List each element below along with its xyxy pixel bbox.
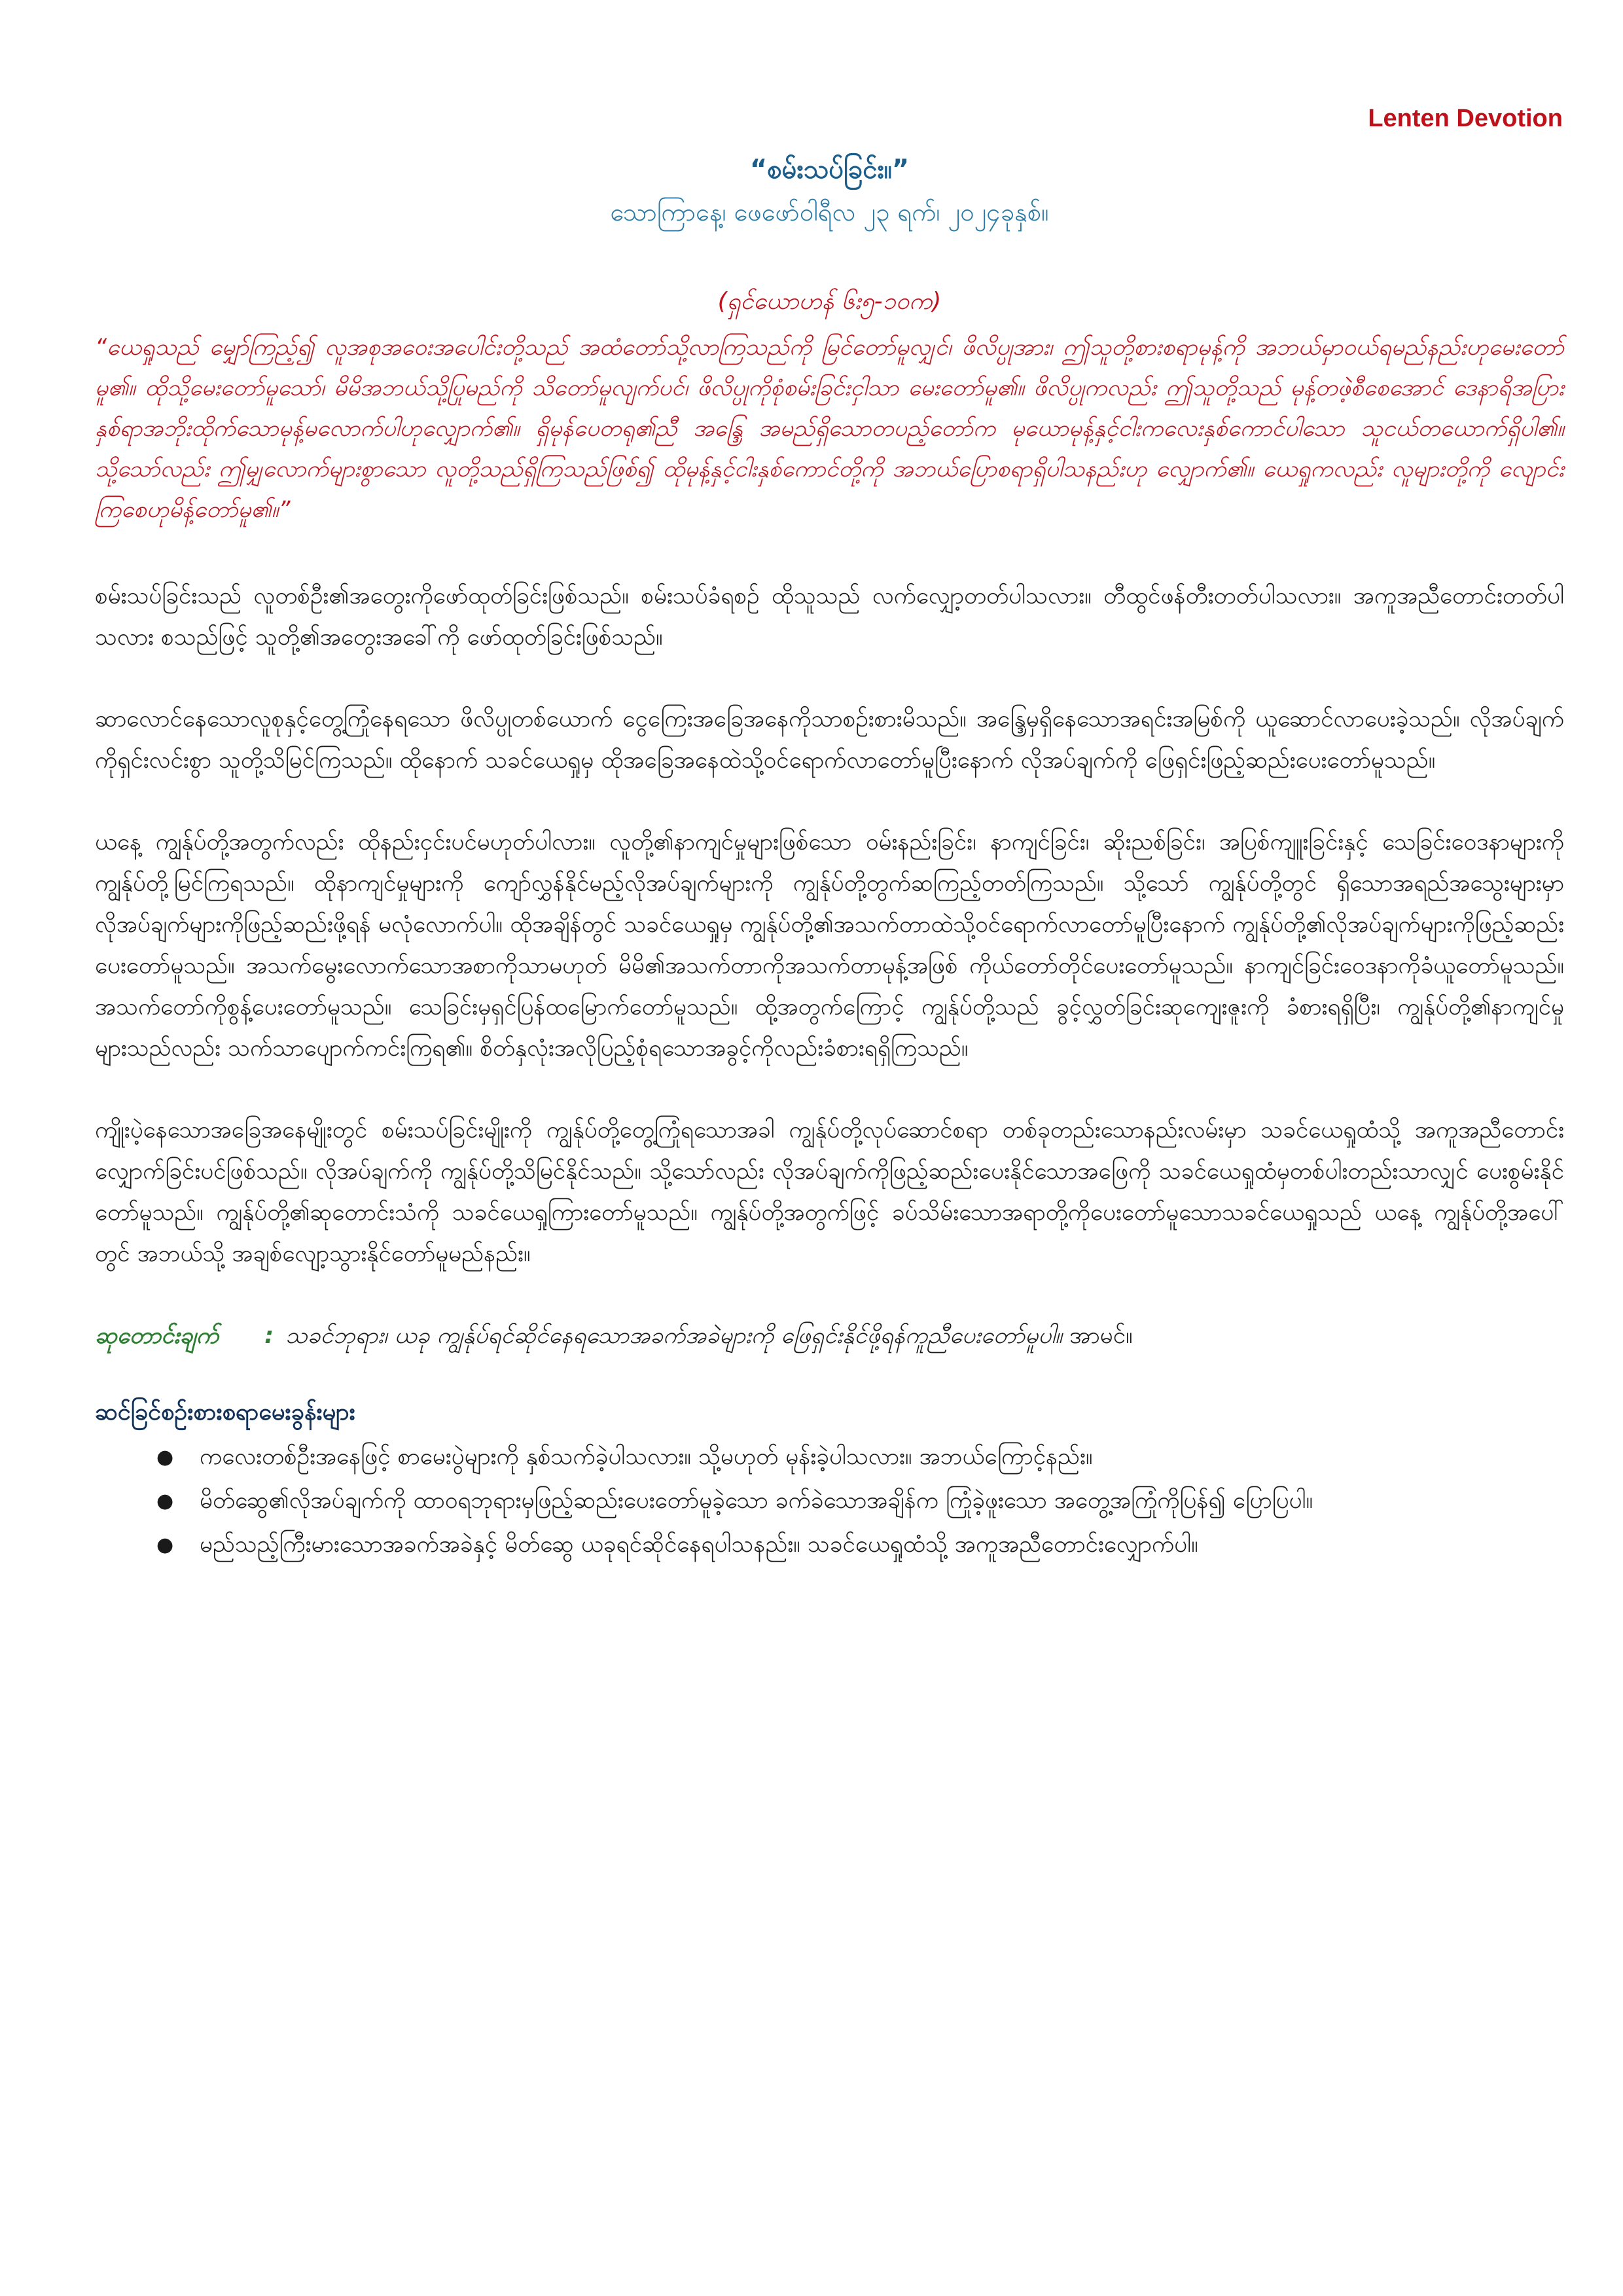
prayer-label: ဆုတောင်းချက် [95, 1323, 219, 1349]
prayer-block [95, 1316, 1564, 1357]
list-item [156, 1437, 1564, 1478]
bullet-icon: ● [156, 1446, 174, 1469]
prayer-separator: : [264, 1323, 274, 1349]
body-paragraph-3: ယနေ့ ကျွန်ုပ်တို့အတွက်လည်း ထိုနည်းငှင်းပင်မဟုတ်ပါလား။ လူတို့၏နာကျင်မှုများဖြစ်သော ဝမ်းနည်းခြင်း၊ နာကျင်ခြင်း၊ ဆိုးညစ်ခြင်း၊ အပြစ်ကျူးခြင်းနှင့် သေခြင်းဝေဒနာများကို ကျွန်ုပ်တို့မြင်ကြရသည်။ ထိုနာကျင်မှုများကို ကျော်လွှန်နိုင်မည့်လိုအပ်ချက်များကို ကျွန်ုပ်တို့တွက်ဆကြည့်တတ်ကြသည်။ သို့သော် ကျွန်ုပ်တို့တွင် ရှိသောအရည်အသွေးများမှာ လိုအပ်ချက်များကိုဖြည့်ဆည်းဖို့ရန် မလုံလောက်ပါ။ ထိုအချိန်တွင် သခင်ယေရှုမှ ကျွန်ုပ်တို့၏အသက်တာထဲသို့ဝင်ရောက်လာတော်မူပြီးနောက် ကျွန်ုပ်တို့၏လိုအပ်ချက်များကိုဖြည့်ဆည်းပေးတော်မူသည်။ အသက်မွေးလောက်သောအစာကိုသာမဟုတ် မိမိ၏အသက်တာကိုအသက်တာမုန့်အဖြစ် ကိုယ်တော်တိုင်ပေးတော်မူသည်။ နာကျင်ခြင်းဝေဒနာကိုခံယူတော်မူသည်။ အသက်တော်ကိုစွန့်ပေးတော်မူသည်။ သေခြင်းမှရှင်ပြန်ထမြောက်တော်မူသည်။ ထို့အတွက်ကြောင့် ကျွန်ုပ်တို့သည် ခွင့်လွှတ်ခြင်းဆုကျေးဇူးကို ခံစားရရှိပြီး၊ ကျွန်ုပ်တို့၏နာကျင်မှုများသည်လည်း သက်သာပျောက်ကင်းကြရ၏။ စိတ်နှလုံးအလိုပြည့်စုံရသောအခွင့်ကိုလည်းခံစားရရှိကြသည်။ [95, 829, 1564, 1062]
questions-list [95, 1437, 1564, 1566]
page-title: “စမ်းသပ်ခြင်း။” [749, 154, 910, 185]
scripture-reference: (ရှင်ယောဟန် ၆း၅-၁၀က) [717, 288, 942, 315]
list-item [156, 1480, 1564, 1522]
question-text: မိတ်ဆွေ၏လိုအပ်ချက်ကို ထာဝရဘုရားမှဖြည့်ဆည်းပေးတော်မူခဲ့သော ခက်ခဲသောအချိန်က ကြုံခဲ့ဖူးသော အတွေ့အကြုံကိုပြန်၍ ပြောပြပါ။ [200, 1488, 1313, 1514]
bullet-icon: ● [156, 1490, 174, 1513]
page-date: သောကြာနေ့၊ ဖေဖော်ဝါရီလ ၂၃ ရက်၊ ၂၀၂၄ခုနှစ်။ [610, 198, 1049, 226]
scripture-text: “ယေရှုသည် မျှော်ကြည့်၍ လူအစုအဝေးအပေါင်းတို့သည် အထံတော်သို့လာကြသည်ကို မြင်တော်မူလျှင်၊ ဖိလိပ္ပုအား၊ ဤသူတို့စားစရာမုန့်ကို အဘယ်မှာဝယ်ရမည်နည်းဟုမေးတော်မူ၏။ ထိုသို့မေးတော်မူသော်၊ မိမိအဘယ်သို့ပြုမည်ကို သိတော်မူလျက်ပင်၊ ဖိလိပ္ပုကိုစုံစမ်းခြင်းငှါသာ မေးတော်မူ၏။ ဖိလိပ္ပုကလည်း ဤသူတို့သည် မုန့်တဖဲ့စီစေအောင် ဒေနာရိအပြားနှစ်ရာအဘိုးထိုက်သောမုန့်မလောက်ပါဟုလျှောက်၏။ ရှိမုန်ပေတရု၏ညီ အန္ဒြေ အမည်ရှိသောတပည့်တော်က မုယောမုန့်နှင့်ငါးကလေးနှစ်ကောင်ပါသော သူငယ်တယောက်ရှိပါ၏။ သို့သော်လည်း ဤမျှလောက်များစွာသော လူတို့သည်ရှိကြသည်ဖြစ်၍ ထိုမုန့်နှင့်ငါးနှစ်ကောင်တို့ကို အဘယ်ပြောစရာရှိပါသနည်းဟု လျှောက်၏။ ယေရှုကလည်း လူများတို့ကို လျောင်းကြစေဟုမိန့်တော်မူ၏။” [95, 334, 1564, 523]
header-label: Lenten Devotion [1368, 105, 1563, 132]
body-paragraph-1: စမ်းသပ်ခြင်းသည် လူတစ်ဦး၏အတွေးကိုဖော်ထုတ်ခြင်းဖြစ်သည်။ စမ်းသပ်ခံရစဉ် ထိုသူသည် လက်လျှော့တတ်ပါသလား။ တီထွင်ဖန်တီးတတ်ပါသလား။ အကူအညီတောင်းတတ်ပါသလား စသည်ဖြင့် သူတို့၏အတွေးအခေါ်ကို ဖော်ထုတ်ခြင်းဖြစ်သည်။ [95, 583, 1564, 651]
question-text: မည်သည့်ကြီးမားသောအခက်အခဲနှင့် မိတ်ဆွေ ယခုရင်ဆိုင်နေရပါသနည်း။ သခင်ယေရှုထံသို့ အကူအညီတောင်းလျှောက်ပါ။ [200, 1532, 1198, 1558]
body-paragraph-2: ဆာလောင်နေသောလူစုနှင့်တွေ့ကြုံနေရသော ဖိလိပ္ပုတစ်ယောက် ငွေကြေးအခြေအနေကိုသာစဉ်းစားမိသည်။ အန္ဒြေမှရှိနေသောအရင်းအမြစ်ကို ယူဆောင်လာပေးခဲ့သည်။ လိုအပ်ချက်ကိုရှင်းလင်းစွာ သူတို့သိမြင်ကြသည်။ ထိုနောက် သခင်ယေရှုမှ ထိုအခြေအနေထဲသို့ဝင်ရောက်လာတော်မူပြီးနောက် လိုအပ်ချက်ကို ဖြေရှင်းဖြည့်ဆည်းပေးတော်မူသည်။ [95, 706, 1564, 774]
question-text: ကလေးတစ်ဦးအနေဖြင့် စာမေးပွဲများကို နှစ်သက်ခဲ့ပါသလား။ သို့မဟုတ် မုန်းခဲ့ပါသလား။ အဘယ်ကြောင့်နည်း။ [200, 1444, 1093, 1470]
prayer-text: သခင်ဘုရား၊ ယခု ကျွန်ုပ်ရင်ဆိုင်နေရသောအခက်အခဲများကို ဖြေရှင်းနိုင်ဖို့ရန်ကူညီပေးတော်မူပါ။ [285, 1323, 1062, 1349]
bullet-icon: ● [156, 1534, 174, 1556]
list-item [156, 1524, 1564, 1566]
prayer-amen: အာမင်။ [1069, 1323, 1133, 1349]
questions-heading: ဆင်ခြင်စဉ်းစားစရာမေးခွန်းများ [95, 1399, 355, 1426]
body-paragraph-4: ကျိုးပဲ့နေသောအခြေအနေမျိုးတွင် စမ်းသပ်ခြင်းမျိုးကို ကျွန်ုပ်တို့တွေ့ကြုံရသောအခါ ကျွန်ုပ်တို့လုပ်ဆောင်စရာ တစ်ခုတည်းသောနည်းလမ်းမှာ သခင်ယေရှုထံသို့ အကူအညီတောင်းလျှောက်ခြင်းပင်ဖြစ်သည်။ လိုအပ်ချက်ကို ကျွန်ုပ်တို့သိမြင်နိုင်သည်။ သို့သော်လည်း လိုအပ်ချက်ကိုဖြည့်ဆည်းပေးနိုင်သောအဖြေကို သခင်ယေရှုထံမှတစ်ပါးတည်းသာလျှင် ပေးစွမ်းနိုင်တော်မူသည်။ ကျွန်ုပ်တို့၏ဆုတောင်းသံကို သခင်ယေရှုကြားတော်မူသည်။ ကျွန်ုပ်တို့အတွက်ဖြင့် ခပ်သိမ်းသောအရာတို့ကိုပေးတော်မူသောသခင်ယေရှုသည် ယနေ့ ကျွန်ုပ်တို့အပေါ်တွင် အဘယ်သို့ အချစ်လျော့သွားနိုင်တော်မူမည်နည်း။ [95, 1117, 1564, 1267]
document-page [95, 105, 1564, 1568]
